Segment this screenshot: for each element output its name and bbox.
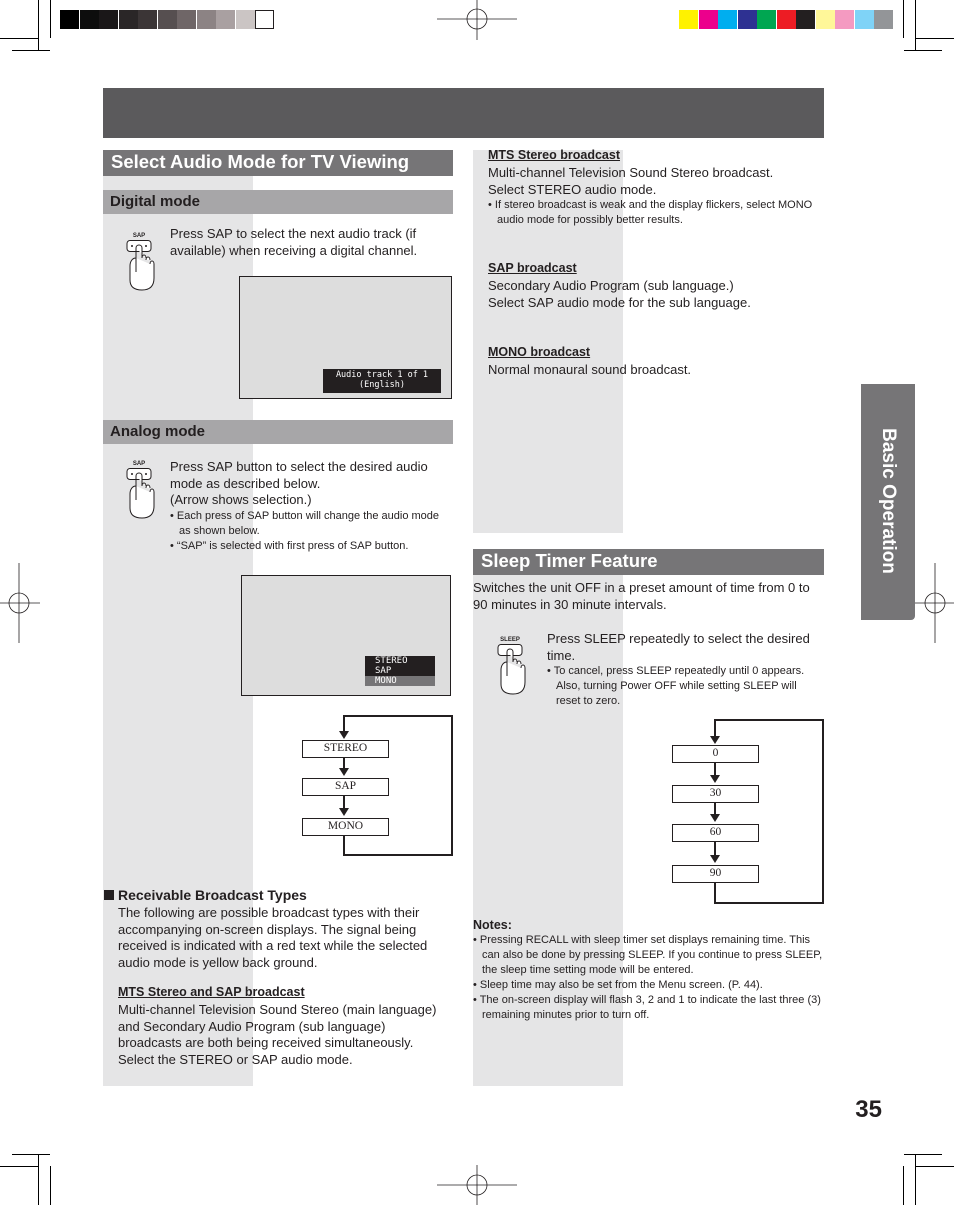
mts-stereo-bullet: • If stereo broadcast is weak and the display flickers, select MONO audio mode for possibly better results. (488, 199, 813, 226)
analog-bullet-2: • “SAP” is selected with first press of SAP button. (170, 539, 409, 552)
analog-mode-text-block (170, 459, 452, 554)
flow-mono: MONO (302, 818, 389, 836)
sleep-bullet: • To cancel, press SLEEP repeatedly until 0 appears. Also, turning Power OFF while setting SLEEP will reset to zero. (547, 665, 805, 707)
sap-broadcast-heading: SAP broadcast (488, 261, 577, 275)
mts-stereo-text-1: Multi-channel Television Sound Stereo broadcast. (488, 165, 774, 180)
sleep-intro: Switches the unit OFF in a preset amount of time from 0 to 90 minutes in 30 minute intervals. (473, 580, 810, 612)
sap-button-label: SAP (132, 461, 146, 467)
color-swatch (874, 10, 893, 29)
analog-osd-menu (365, 656, 435, 686)
receivable-heading-row (104, 887, 454, 905)
sap-button-icon (124, 232, 160, 292)
sleep-timer-title: Sleep Timer Feature (473, 549, 824, 575)
registration-mark-left (0, 563, 40, 643)
flow-stereo: STEREO (302, 740, 389, 758)
color-swatch (699, 10, 718, 29)
color-swatch (197, 10, 216, 29)
color-swatch (816, 10, 835, 29)
analog-mode-arrow-note: (Arrow shows selection.) (170, 492, 312, 507)
color-swatch (679, 10, 698, 29)
sleep-button-icon (495, 636, 531, 696)
note-item: • Sleep time may also be set from the Menu screen. (P. 44). (473, 979, 763, 991)
square-bullet-icon (104, 890, 114, 900)
color-swatch (855, 10, 874, 29)
flow-60: 60 (672, 824, 759, 842)
sleep-button-label: SLEEP (500, 637, 520, 643)
color-swatch (757, 10, 776, 29)
color-swatch (796, 10, 815, 29)
color-swatch (777, 10, 796, 29)
color-swatch (255, 10, 274, 29)
audio-track-osd (323, 369, 441, 393)
registration-mark-right (914, 563, 954, 643)
color-swatch (177, 10, 196, 29)
color-swatch (835, 10, 854, 29)
flow-30: 30 (672, 785, 759, 803)
mts-stereo-text-2: Select STEREO audio mode. (488, 182, 657, 197)
sleep-instructions (547, 631, 823, 709)
mono-broadcast-heading: MONO broadcast (488, 345, 591, 359)
mts-sap-text: Multi-channel Television Sound Stereo (main language) and Secondary Audio Program (sub language) broadcasts are both being received simultaneously. Select the STEREO or SAP audio mode. (118, 1002, 437, 1067)
color-swatch (236, 10, 255, 29)
flow-sap: SAP (302, 778, 389, 796)
audio-track-osd-line1: Audio track 1 of 1 (335, 370, 429, 380)
color-swatch (718, 10, 737, 29)
analog-mode-text: Press SAP button to select the desired audio mode as described below. (170, 459, 428, 491)
receivable-text: The following are possible broadcast types with their accompanying on-screen displays. The signal being received is indicated with a red text while the selected audio mode is yellow back ground. (118, 905, 428, 970)
registration-mark-bottom (437, 1165, 517, 1205)
color-swatch (80, 10, 99, 29)
audio-track-osd-line2: (English) (358, 380, 406, 390)
color-swatch (119, 10, 138, 29)
color-swatch (738, 10, 757, 29)
sap-broadcast-text-1: Secondary Audio Program (sub language.) (488, 278, 734, 293)
side-tab-label: Basic Operation (878, 428, 899, 574)
color-swatch (60, 10, 79, 29)
mts-stereo-heading: MTS Stereo broadcast (488, 148, 620, 162)
color-swatch (216, 10, 235, 29)
osd-stereo: STEREO (365, 656, 435, 666)
mono-broadcast-text: Normal monaural sound broadcast. (488, 362, 692, 377)
side-tab (861, 384, 915, 620)
notes-block (473, 917, 825, 1023)
osd-mono: MONO (365, 676, 435, 686)
note-item: • The on-screen display will flash 3, 2 and 1 to indicate the last three (3) remaining minutes prior to turn off. (473, 994, 821, 1021)
analog-mode-heading: Analog mode (103, 420, 453, 444)
sap-button-icon (124, 460, 160, 520)
mts-sap-heading: MTS Stereo and SAP broadcast (118, 985, 305, 999)
notes-heading: Notes: (473, 918, 512, 932)
analog-bullet-1: • Each press of SAP button will change the audio mode as shown below. (170, 509, 440, 537)
sap-broadcast-text-2: Select SAP audio mode for the sub language. (488, 295, 751, 310)
note-item: • Pressing RECALL with sleep timer set displays remaining time. This can also be done by pressing SLEEP. If you continue to press SLEEP, the sleep time setting mode will be entered. (473, 934, 823, 976)
sleep-text: Press SLEEP repeatedly to select the desired time. (547, 631, 810, 663)
color-swatch (158, 10, 177, 29)
section-title-audio-mode: Select Audio Mode for TV Viewing (103, 150, 453, 176)
digital-mode-text: Press SAP to select the next audio track (if available) when receiving a digital channel. (170, 226, 418, 258)
osd-sap: SAP (365, 666, 435, 676)
header-banner (103, 88, 824, 138)
flow-0: 0 (672, 745, 759, 763)
flow-90: 90 (672, 865, 759, 883)
sap-button-label: SAP (132, 233, 146, 239)
registration-mark-top (437, 0, 517, 40)
digital-mode-heading: Digital mode (103, 190, 453, 214)
receivable-heading: Receivable Broadcast Types (118, 887, 307, 903)
color-swatch (99, 10, 118, 29)
color-swatch (138, 10, 157, 29)
page-number: 35 (855, 1096, 882, 1123)
